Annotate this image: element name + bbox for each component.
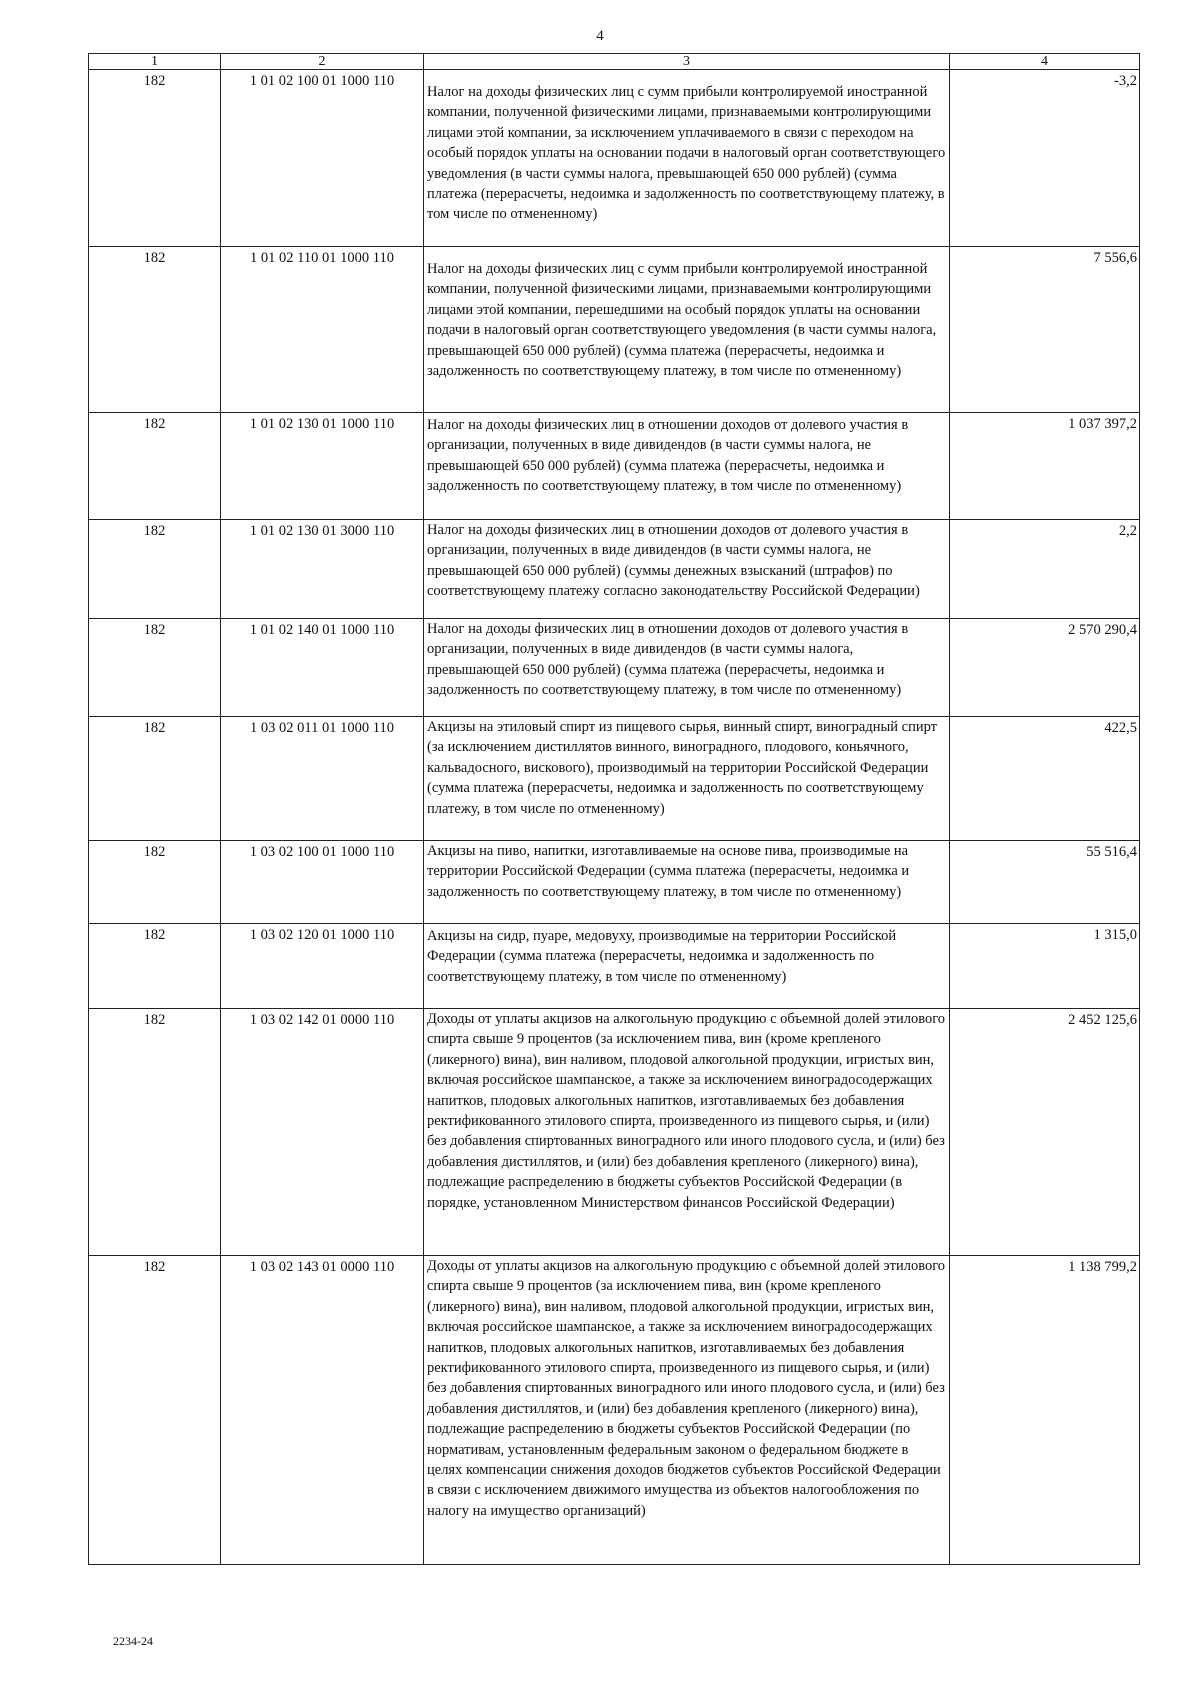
amount-cell: 422,5 (950, 717, 1140, 841)
table-row (89, 1256, 1140, 1565)
kbk-code-cell: 1 01 02 110 01 1000 110 (221, 247, 424, 413)
table-row (89, 413, 1140, 520)
admin-code-cell: 182 (89, 619, 221, 717)
amount-cell: 2,2 (950, 520, 1140, 619)
description-cell: Налог на доходы физических лиц с сумм прибыли контролируемой иностранной компании, полученной физическими лицами, признаваемыми контролирующими лицами этой компании, перешедшими на особый порядок уплаты на основании подачи в налоговый орган соответствующего уведомления (в части суммы налога, превышающей 650 000 рублей) (сумма платежа (перерасчеты, недоимка и задолженность по соответствующему платежу, в том числе по отмененному) (424, 247, 950, 413)
kbk-code-cell: 1 03 02 100 01 1000 110 (221, 841, 424, 924)
amount-cell: 2 570 290,4 (950, 619, 1140, 717)
description-cell: Налог на доходы физических лиц с сумм прибыли контролируемой иностранной компании, полученной физическими лицами, признаваемыми контролирующими лицами этой компании, за исключением уплачиваемого в связи с переходом на особый порядок уплаты на основании подачи в налоговый орган соответствующего уведомления (в части суммы налога, превышающей 650 000 рублей) (сумма платежа (перерасчеты, недоимка и задолженность по соответствующему платежу, в том числе по отмененному) (424, 70, 950, 247)
column-header-admin-code: 1 (89, 54, 221, 70)
description-cell: Акцизы на пиво, напитки, изготавливаемые на основе пива, производимые на территории Российской Федерации (сумма платежа (перерасчеты, недоимка и задолженность по соответствующему платежу, в том числе по отмененному) (424, 841, 950, 924)
table-row (89, 520, 1140, 619)
amount-cell: -3,2 (950, 70, 1140, 247)
amount-cell: 55 516,4 (950, 841, 1140, 924)
kbk-code-cell: 1 01 02 130 01 1000 110 (221, 413, 424, 520)
description-cell: Доходы от уплаты акцизов на алкогольную продукцию с объемной долей этилового спирта свыше 9 процентов (за исключением пива, вин (кроме крепленого (ликерного) вина), вин наливом, плодовой алкогольной продукции, игристых вин, включая российское шампанское, а также за исключением виноградосодержащих напитков, плодовых алкогольных напитков, изготавливаемых без добавления ректификованного этилового спирта, произведенного из пищевого сырья, и (или) без добавления спиртованных виноградного или иного плодового сусла, и (или) без добавления дистиллятов, и (или) без добавления крепленого (ликерного) вина), подлежащие распределению в бюджеты субъектов Российской Федерации (в порядке, установленном Министерством финансов Российской Федерации) (424, 1009, 950, 1256)
table-row (89, 924, 1140, 1009)
page-number: 4 (596, 28, 604, 44)
admin-code-cell: 182 (89, 247, 221, 413)
admin-code-cell: 182 (89, 841, 221, 924)
table-row (89, 841, 1140, 924)
description-cell: Доходы от уплаты акцизов на алкогольную продукцию с объемной долей этилового спирта свыше 9 процентов (за исключением пива, вин (кроме крепленого (ликерного) вина), вин наливом, плодовой алкогольной продукции, игристых вин, включая российское шампанское, а также за исключением виноградосодержащих напитков, плодовых алкогольных напитков, изготавливаемых без добавления ректификованного этилового спирта, произведенного из пищевого сырья, и (или) без добавления спиртованных виноградного или иного плодового сусла, и (или) без добавления дистиллятов, и (или) без добавления крепленого (ликерного) вина), подлежащие распределению в бюджеты субъектов Российской Федерации (по нормативам, установленным федеральным законом о федеральном бюджете в целях компенсации снижения доходов бюджетов субъектов Российской Федерации в связи с исключением движимого имущества из объектов налогообложения по налогу на имущество организаций) (424, 1256, 950, 1565)
admin-code-cell: 182 (89, 520, 221, 619)
table-row (89, 717, 1140, 841)
description-cell: Акцизы на сидр, пуаре, медовуху, производимые на территории Российской Федерации (сумма платежа (перерасчеты, недоимка и задолженность по соответствующему платежу, в том числе по отмененному) (424, 924, 950, 1009)
column-header-amount: 4 (950, 54, 1140, 70)
amount-cell: 7 556,6 (950, 247, 1140, 413)
table-row (89, 70, 1140, 247)
kbk-code-cell: 1 03 02 142 01 0000 110 (221, 1009, 424, 1256)
amount-cell: 1 037 397,2 (950, 413, 1140, 520)
admin-code-cell: 182 (89, 924, 221, 1009)
table-header-row (89, 54, 1140, 70)
kbk-code-cell: 1 01 02 130 01 3000 110 (221, 520, 424, 619)
admin-code-cell: 182 (89, 1256, 221, 1565)
column-header-description: 3 (424, 54, 950, 70)
amount-cell: 1 315,0 (950, 924, 1140, 1009)
description-cell: Налог на доходы физических лиц в отношении доходов от долевого участия в организации, полученных в виде дивидендов (в части суммы налога, не превышающей 650 000 рублей) (суммы денежных взысканий (штрафов) по соответствующему платежу согласно законодательству Российской Федерации) (424, 520, 950, 619)
description-cell: Акцизы на этиловый спирт из пищевого сырья, винный спирт, виноградный спирт (за исключением дистиллятов винного, виноградного, плодового, коньячного, кальвадосного, вискового), производимый на территории Российской Федерации (сумма платежа (перерасчеты, недоимка и задолженность по соответствующему платежу, в том числе по отмененному) (424, 717, 950, 841)
table-row (89, 247, 1140, 413)
kbk-code-cell: 1 01 02 140 01 1000 110 (221, 619, 424, 717)
kbk-code-cell: 1 03 02 120 01 1000 110 (221, 924, 424, 1009)
description-cell: Налог на доходы физических лиц в отношении доходов от долевого участия в организации, полученных в виде дивидендов (в части суммы налога, превышающей 650 000 рублей) (сумма платежа (перерасчеты, недоимка и задолженность по соответствующему платежу, в том числе по отмененному) (424, 619, 950, 717)
amount-cell: 1 138 799,2 (950, 1256, 1140, 1565)
table-row (89, 619, 1140, 717)
footer-document-code: 2234-24 (113, 1634, 153, 1648)
kbk-code-cell: 1 03 02 143 01 0000 110 (221, 1256, 424, 1565)
kbk-code-cell: 1 01 02 100 01 1000 110 (221, 70, 424, 247)
table-row (89, 1009, 1140, 1256)
column-header-kbk-code: 2 (221, 54, 424, 70)
amount-cell: 2 452 125,6 (950, 1009, 1140, 1256)
kbk-code-cell: 1 03 02 011 01 1000 110 (221, 717, 424, 841)
admin-code-cell: 182 (89, 1009, 221, 1256)
revenue-table (88, 53, 1140, 1565)
description-cell: Налог на доходы физических лиц в отношении доходов от долевого участия в организации, полученных в виде дивидендов (в части суммы налога, не превышающей 650 000 рублей) (сумма платежа (перерасчеты, недоимка и задолженность по соответствующему платежу, в том числе по отмененному) (424, 413, 950, 520)
admin-code-cell: 182 (89, 70, 221, 247)
admin-code-cell: 182 (89, 413, 221, 520)
admin-code-cell: 182 (89, 717, 221, 841)
